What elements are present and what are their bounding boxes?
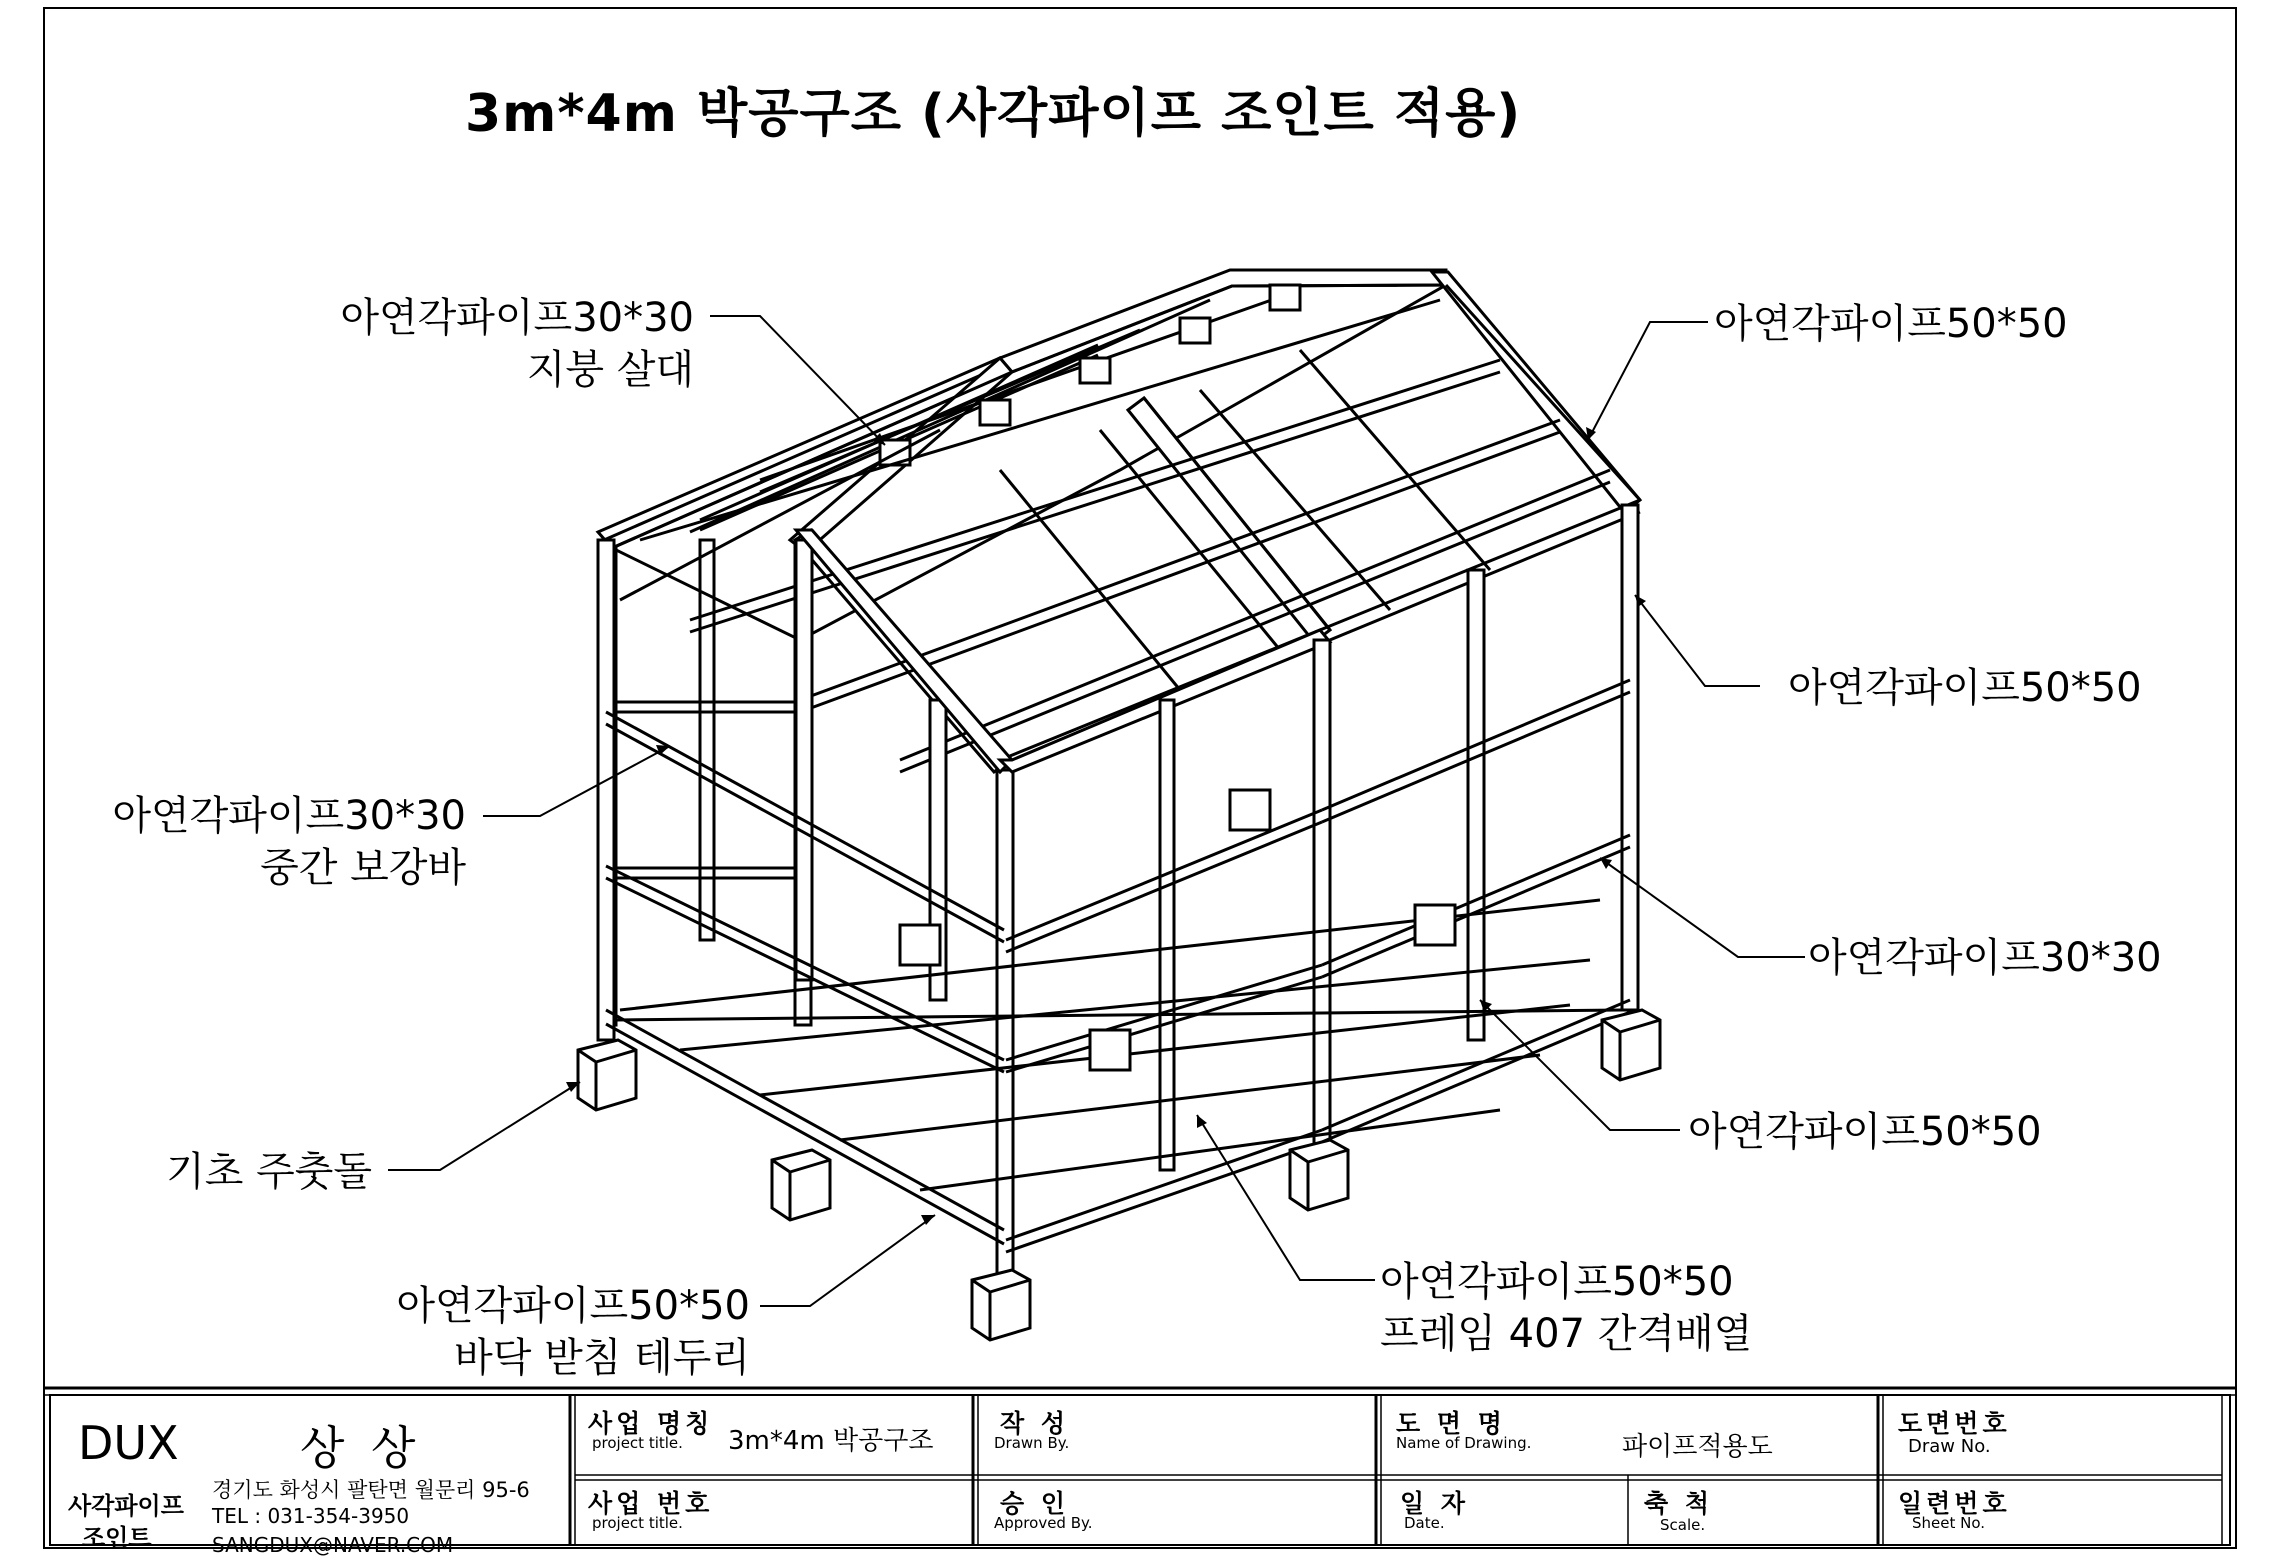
callout-floor-edge-line1: 아연각파이프50*50 — [396, 1283, 750, 1329]
project-name-label-en: project title. — [592, 1434, 683, 1452]
draw-no-label: 도면번호 — [1898, 1409, 2011, 1438]
project-name-label: 사업 명칭 — [588, 1409, 714, 1438]
callout-top-right: 아연각파이프50*50 — [1714, 301, 2068, 347]
company-tel: TEL : 031-354-3950 — [212, 1504, 410, 1528]
sheet-no-label: 일련번호 — [1898, 1489, 2011, 1518]
brand-line2: 조인트 — [82, 1524, 152, 1552]
callout-mid-brace-line2: 중간 보강바 — [260, 845, 466, 891]
sheet-border — [44, 8, 2236, 1548]
date-label: 일 자 — [1400, 1489, 1470, 1518]
company-email: SANGDUX@NAVER.COM — [212, 1533, 454, 1557]
callout-roof-purlin-line1: 아연각파이프30*30 — [340, 295, 694, 341]
project-no-label-en: project title. — [592, 1514, 683, 1532]
right-side-wall — [1322, 505, 1638, 1142]
callout-frame-line2: 프레임 407 간격배열 — [1380, 1311, 1753, 1357]
callout-foundation: 기초 주춧돌 — [166, 1149, 372, 1195]
draw-no-label-en: Draw No. — [1908, 1436, 1991, 1457]
project-no-label: 사업 번호 — [588, 1489, 714, 1518]
brand-line1: 사각파이프 — [68, 1492, 184, 1520]
company-name: DUX — [78, 1416, 179, 1470]
sheet-no-label-en: Sheet No. — [1912, 1514, 1986, 1532]
frame-structure — [578, 270, 1660, 1340]
back-left-wall — [600, 540, 811, 1025]
callout-right-upper: 아연각파이프50*50 — [1788, 665, 2142, 711]
callout-frame-line1: 아연각파이프50*50 — [1380, 1259, 1734, 1305]
drawing-name-label: 도 면 명 — [1396, 1409, 1506, 1438]
scale-label-en: Scale. — [1660, 1516, 1706, 1534]
callout-floor-edge-line2: 바닥 받침 테두리 — [454, 1335, 750, 1381]
drawing-name-value: 파이프적용도 — [1622, 1432, 1773, 1462]
approved-by-label: 승 인 — [1000, 1489, 1070, 1518]
approved-by-label-en: Approved By. — [994, 1514, 1093, 1532]
drawing-title: 3m*4m 박공구조 (사각파이프 조인트 적용) — [465, 84, 1522, 144]
callout-right-mid: 아연각파이프30*30 — [1808, 935, 2162, 981]
company-address: 경기도 화성시 팔탄면 월문리 95-6 — [212, 1478, 530, 1502]
scale-label: 축 척 — [1644, 1489, 1714, 1518]
date-label-en: Date. — [1404, 1514, 1445, 1532]
company-name-kr: 상 상 — [300, 1421, 422, 1475]
callout-right-lower: 아연각파이프50*50 — [1688, 1109, 2042, 1155]
project-name-value: 3m*4m 박공구조 — [728, 1426, 934, 1456]
drawn-by-label: 작 성 — [1000, 1409, 1070, 1438]
drawing-name-label-en: Name of Drawing. — [1396, 1434, 1532, 1452]
callout-mid-brace-line1: 아연각파이프30*30 — [112, 793, 466, 839]
callout-roof-purlin-line2: 지붕 살대 — [526, 347, 694, 393]
drawn-by-label-en: Drawn By. — [994, 1434, 1070, 1452]
